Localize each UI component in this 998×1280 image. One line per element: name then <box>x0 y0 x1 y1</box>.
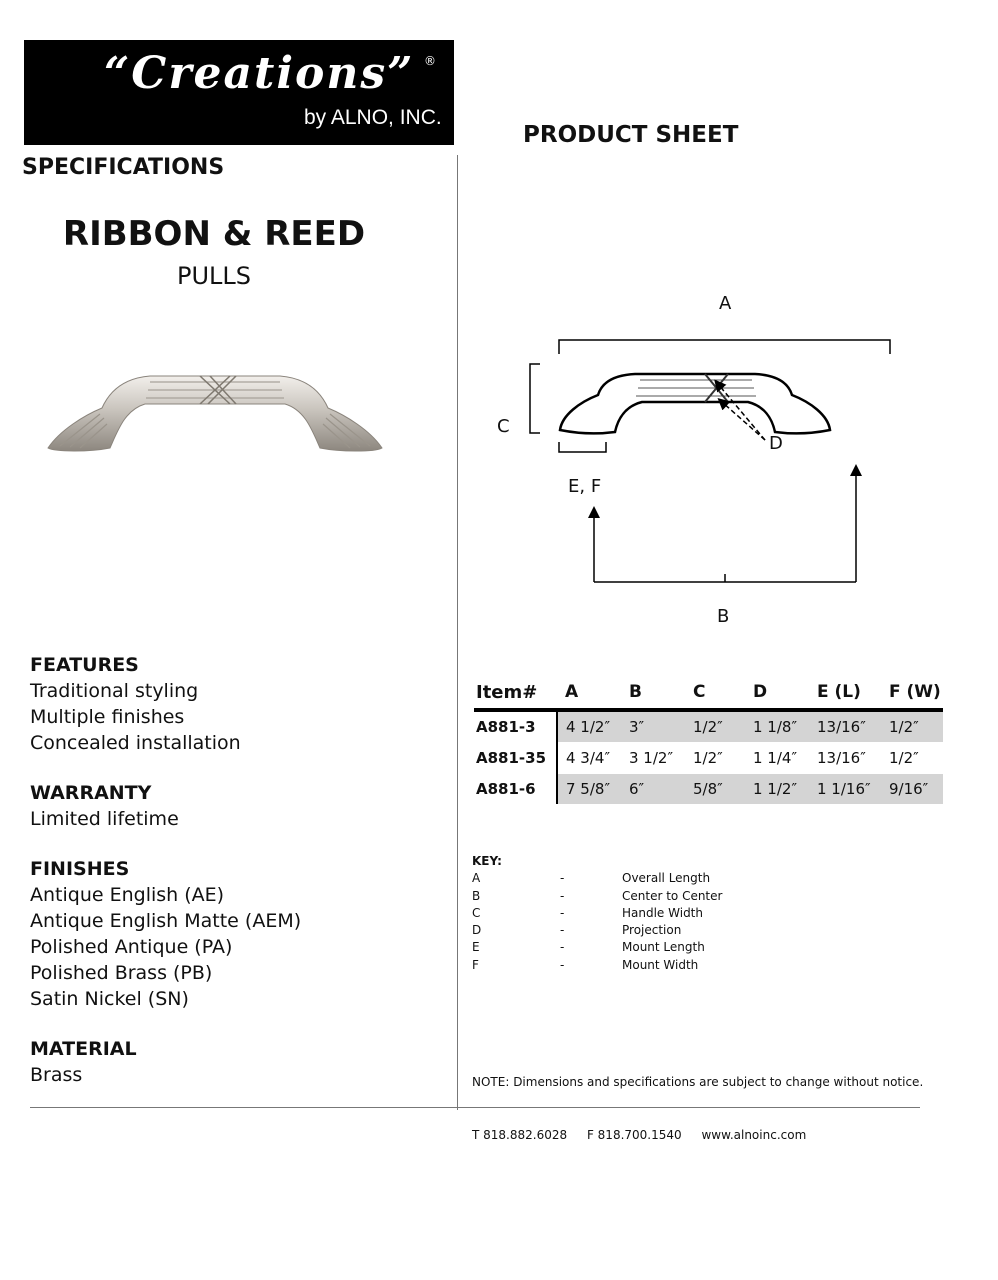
key-letter: B <box>472 888 481 903</box>
warranty-section <box>30 780 450 832</box>
disclaimer-note: NOTE: Dimensions and specifications are subject to change without notice. <box>472 1075 924 1089</box>
dimension-key <box>472 853 722 974</box>
fax-number: F 818.700.1540 <box>586 1128 682 1142</box>
product-sheet-heading: PRODUCT SHEET <box>523 122 739 148</box>
feature-item: Concealed installation <box>30 732 241 754</box>
column-header: Item# <box>474 680 557 710</box>
column-header: A <box>557 680 621 710</box>
table-cell: 1/2″ <box>881 710 943 743</box>
material-title: MATERIAL <box>30 1038 137 1060</box>
brand-logo <box>24 40 454 145</box>
website-link[interactable]: www.alnoinc.com <box>701 1128 807 1142</box>
dimension-label-b: B <box>717 606 730 627</box>
table-row <box>474 710 943 743</box>
table-cell-item: A881-6 <box>474 774 557 805</box>
finish-item: Antique English Matte (AEM) <box>30 910 302 932</box>
finishes-section <box>30 856 450 1012</box>
product-photo <box>40 360 390 470</box>
column-header: F (W) <box>881 680 943 710</box>
logo-subtitle: by ALNO, INC. <box>304 106 442 129</box>
warranty-title: WARRANTY <box>30 782 152 804</box>
key-row <box>472 870 722 887</box>
product-name: RIBBON & REED <box>62 214 366 254</box>
table-cell: 1 1/2″ <box>745 774 809 805</box>
key-row <box>472 888 722 905</box>
key-desc: Mount Length <box>622 940 705 955</box>
material-section <box>30 1036 450 1088</box>
key-dash: - <box>560 940 565 955</box>
table-cell: 13/16″ <box>809 743 881 774</box>
table-cell: 3 1/2″ <box>621 743 685 774</box>
key-letter: F <box>472 957 479 972</box>
logo-script: “Creations” <box>104 48 415 99</box>
key-dash: - <box>560 923 565 938</box>
table-cell: 13/16″ <box>809 710 881 743</box>
key-title: KEY: <box>472 854 502 868</box>
key-letter: A <box>472 871 481 886</box>
key-dash: - <box>560 905 565 920</box>
table-cell: 7 5/8″ <box>557 774 621 805</box>
product-type: PULLS <box>176 262 251 290</box>
column-header: D <box>745 680 809 710</box>
column-header: C <box>685 680 745 710</box>
table-cell: 1/2″ <box>685 743 745 774</box>
table-cell: 6″ <box>621 774 685 805</box>
finish-item: Antique English (AE) <box>30 884 225 906</box>
feature-item: Multiple finishes <box>30 706 185 728</box>
dimension-label-a: A <box>719 293 732 314</box>
table-cell: 1 1/4″ <box>745 743 809 774</box>
specifications-heading: SPECIFICATIONS <box>22 155 225 180</box>
material-item: Brass <box>30 1064 83 1086</box>
table-cell: 1/2″ <box>685 710 745 743</box>
table-header-row <box>474 680 943 710</box>
key-dash: - <box>560 957 565 972</box>
key-letter: D <box>472 923 482 938</box>
key-desc: Handle Width <box>622 905 703 920</box>
dimension-diagram <box>490 290 910 630</box>
key-dash: - <box>560 888 565 903</box>
table-cell: 5/8″ <box>685 774 745 805</box>
column-header: E (L) <box>809 680 881 710</box>
table-cell: 1 1/8″ <box>745 710 809 743</box>
dimension-label-d: D <box>769 433 783 454</box>
table-row <box>474 743 943 774</box>
table-cell-item: A881-3 <box>474 710 557 743</box>
table-cell: 1 1/16″ <box>809 774 881 805</box>
finish-item: Satin Nickel (SN) <box>30 988 189 1010</box>
key-desc: Center to Center <box>622 888 723 903</box>
key-row <box>472 957 722 974</box>
key-desc: Projection <box>622 923 682 938</box>
features-section <box>30 652 450 756</box>
key-letter: E <box>472 940 480 955</box>
phone-number: T 818.882.6028 <box>472 1128 568 1142</box>
warranty-item: Limited lifetime <box>30 808 179 830</box>
column-header: B <box>621 680 685 710</box>
feature-item: Traditional styling <box>30 680 199 702</box>
dimension-label-c: C <box>497 416 510 437</box>
table-cell: 3″ <box>621 710 685 743</box>
finish-item: Polished Antique (PA) <box>30 936 233 958</box>
key-row <box>472 905 722 922</box>
dimension-label-ef: E, F <box>568 476 602 497</box>
key-desc: Overall Length <box>622 871 711 886</box>
column-divider <box>457 155 458 1110</box>
features-title: FEATURES <box>30 654 139 676</box>
table-cell: 1/2″ <box>881 743 943 774</box>
key-row <box>472 922 722 939</box>
table-cell-item: A881-35 <box>474 743 557 774</box>
specs-list <box>30 652 450 1112</box>
key-row <box>472 939 722 956</box>
contact-info <box>472 1128 822 1142</box>
finishes-title: FINISHES <box>30 858 130 880</box>
finish-item: Polished Brass (PB) <box>30 962 213 984</box>
table-cell: 9/16″ <box>881 774 943 805</box>
key-dash: - <box>560 871 565 886</box>
table-cell: 4 1/2″ <box>557 710 621 743</box>
table-row <box>474 774 943 805</box>
dimensions-table <box>474 680 943 804</box>
key-letter: C <box>472 905 481 920</box>
table-cell: 4 3/4″ <box>557 743 621 774</box>
logo-registered-mark: ® <box>424 54 436 68</box>
key-desc: Mount Width <box>622 957 699 972</box>
